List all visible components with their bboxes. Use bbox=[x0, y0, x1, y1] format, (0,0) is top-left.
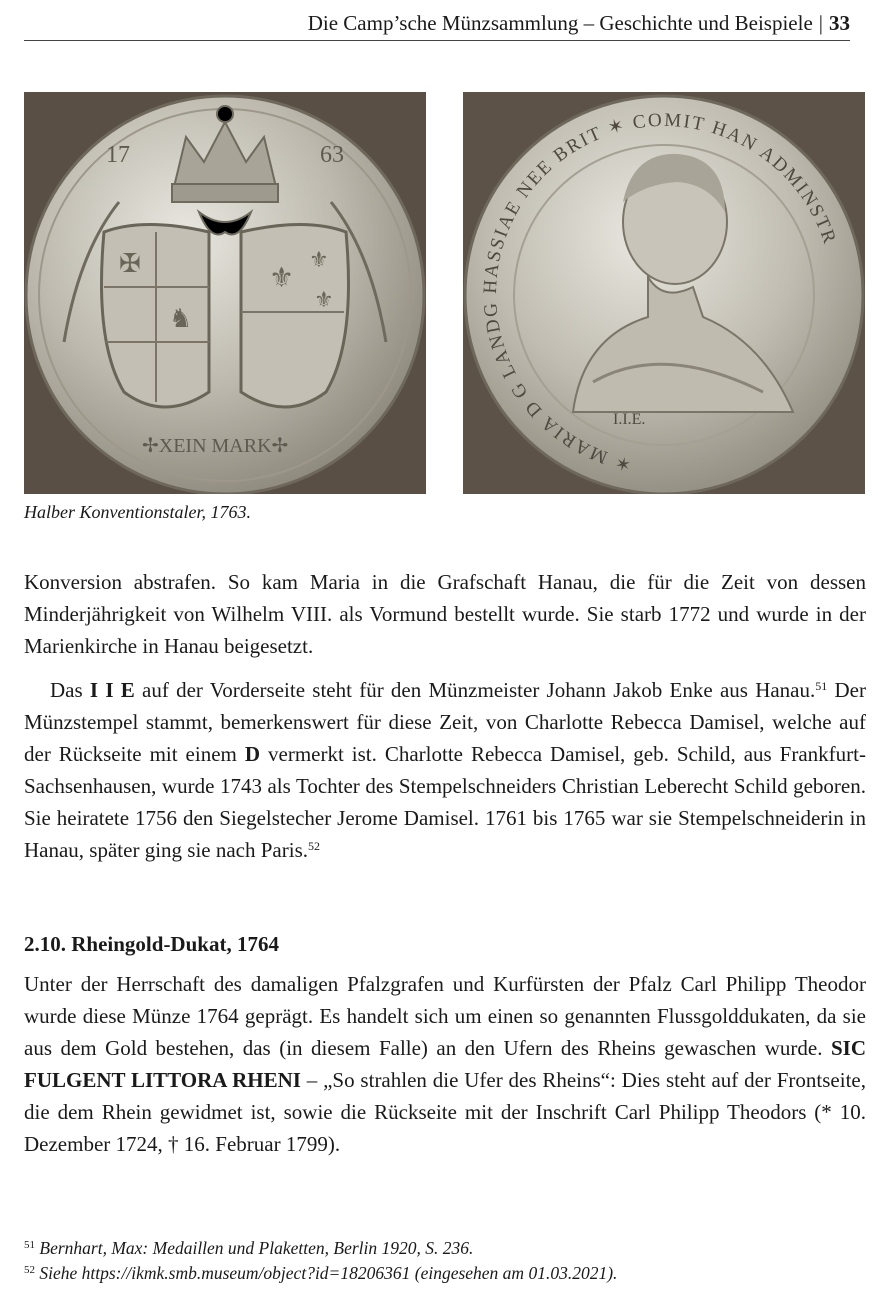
footnote-51: $^{51}$ Bernhart, Max: Medaillen und Plaketten, Berlin 1920, S. 236. bbox=[24, 1238, 474, 1258]
svg-text:♞: ♞ bbox=[169, 304, 193, 334]
bold-inscription: SIC FULGENT LITTORA RHENI bbox=[24, 1036, 866, 1092]
coin-reverse-image bbox=[463, 92, 865, 494]
paragraph-2: Das I I E auf der Vorderseite steht für den Münzmeister Johann Jakob Enke aus Hanau.$^{51}$ Der Münzstempel stammt, bemerkenswert für diese Zeit, von Charlotte Rebecca Damisel, welche auf der Rückseite mit einem D vermerkt ist. Charlotte Rebecca Damisel, geb. Schild, aus Frankfurt-Sachsenhausen, wurde 1743 als Tochter des Stempelschneiders Christian Leberecht Schild geboren. Sie heiratete 1756 den Siegelstecher Jerome Damisel. 1761 bis 1765 war sie Stempelschneiderin in Hanau, später ging sie nach Paris.$^{52}$ bbox=[24, 678, 866, 862]
header-title: Die Camp’sche Münzsammlung – Geschichte und Beispiele bbox=[307, 10, 813, 35]
coin-obverse-image bbox=[24, 92, 426, 494]
coin-signature: I.I.E. bbox=[613, 411, 646, 428]
footnotes bbox=[24, 1236, 866, 1286]
footnote-ref-51[interactable]: 51 bbox=[815, 679, 828, 693]
svg-text:⚜: ⚜ bbox=[309, 248, 329, 273]
section-heading: 2.10. Rheingold-Dukat, 1764 bbox=[24, 932, 279, 956]
figure-caption: Halber Konventionstaler, 1763. bbox=[24, 502, 251, 522]
svg-text:⚜: ⚜ bbox=[269, 261, 295, 294]
svg-text:⚜: ⚜ bbox=[314, 288, 334, 313]
coin-legend: ✶ MARIA D G LANDG HASSIAE NEE BRIT ✶ COMIT HAN ADMINSTR bbox=[479, 109, 841, 475]
paragraph-3: Unter der Herrschaft des damaligen Pfalzgrafen und Kurfürsten der Pfalz Carl Philipp Theodor wurde diese Münze 1764 geprägt. Es handelt sich um einen so genannten Flussgolddukaten, da sie aus dem Gold bestehen, das (in diesem Falle) an den Ufern des Rheins gewaschen wurde. SIC FULGENT LITTORA RHENI – „So strahlen die Ufer des Rheins“: Dies steht auf der Frontseite, die dem Rhein gewidmet ist, sowie die Rückseite mit der Inschrift Carl Philipp Theodors (* 10. Dezember 1724, † 16. Februar 1799). bbox=[24, 972, 866, 1156]
coin-date-left: 17 bbox=[106, 142, 130, 168]
bold-mintmaster-mark: I I E bbox=[89, 678, 135, 702]
coin-date-right: 63 bbox=[320, 142, 344, 168]
bold-engraver-mark: D bbox=[244, 742, 261, 766]
footnote-52[interactable]: $^{52}$ Siehe https://ikmk.smb.museum/object?id=18206361 (eingesehen am 01.03.2021). bbox=[24, 1263, 618, 1283]
paragraph-1: Konversion abstrafen. So kam Maria in die Grafschaft Hanau, die für die Zeit von dessen Minderjährigkeit von Wilhelm VIII. als Vormund bestellt wurde. Sie starb 1772 und wurde in der Marienkirche in Hanau beigesetzt. bbox=[24, 570, 866, 658]
coin-denomination: ✢XEIN MARK✢ bbox=[142, 435, 289, 457]
svg-text:✠: ✠ bbox=[119, 249, 141, 279]
running-header bbox=[24, 6, 850, 41]
footnote-ref-52[interactable]: 52 bbox=[308, 839, 321, 853]
header-separator: | bbox=[818, 10, 823, 35]
page-number: 33 bbox=[829, 10, 850, 35]
